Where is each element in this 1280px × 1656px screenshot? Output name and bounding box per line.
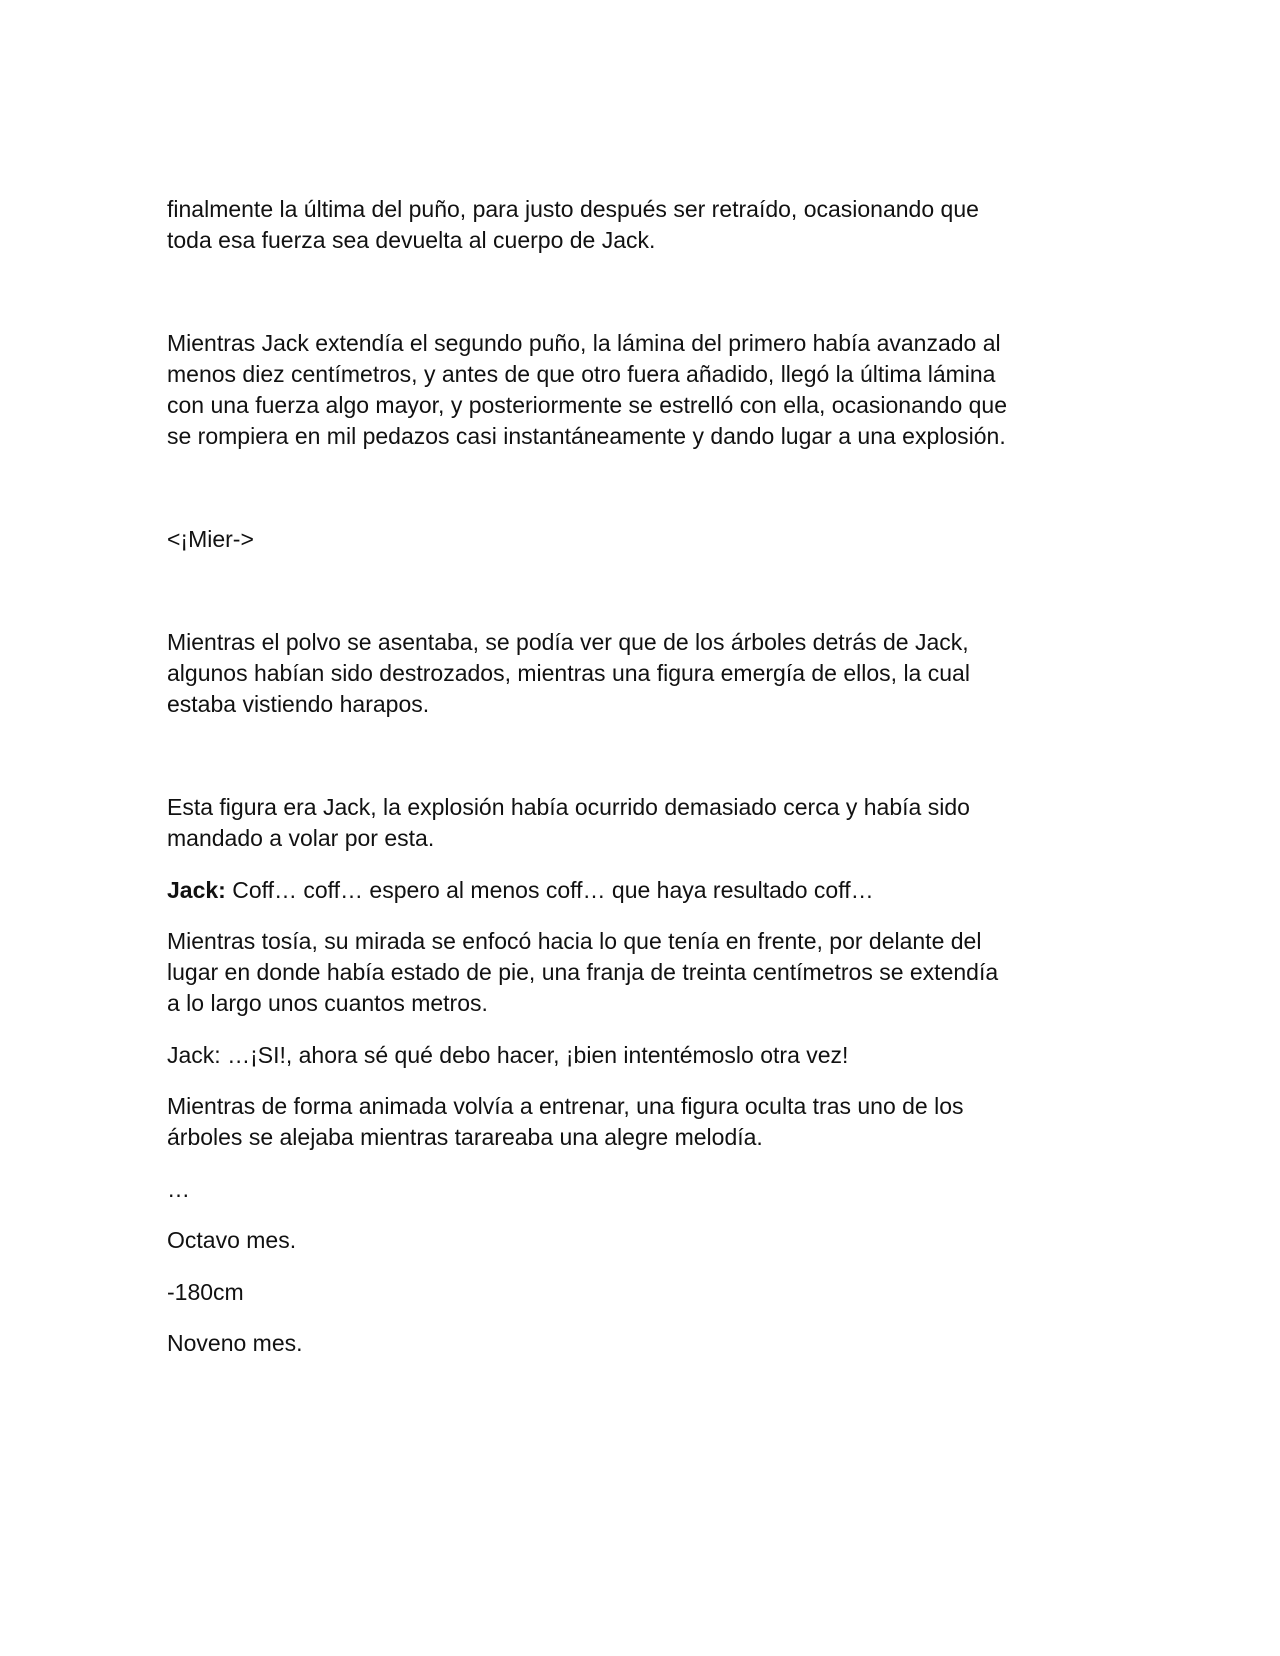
text-line: -180cm bbox=[167, 1278, 244, 1305]
text-line: lugar en donde había estado de pie, una franja de treinta centímetros se extendía bbox=[167, 959, 999, 985]
document-page bbox=[167, 194, 1167, 1380]
paragraph bbox=[167, 627, 1167, 720]
paragraph bbox=[167, 194, 1167, 256]
paragraph bbox=[167, 1328, 1167, 1359]
dialogue-paragraph bbox=[167, 1040, 1167, 1071]
text-line: Noveno mes. bbox=[167, 1330, 303, 1356]
paragraph bbox=[167, 524, 1167, 555]
dialogue-paragraph bbox=[167, 875, 1167, 906]
text-line: Esta figura era Jack, la explosión había ocurrido demasiado cerca y había sido bbox=[167, 794, 970, 820]
text-line: finalmente la última del puño, para justo después ser retraído, ocasionando que bbox=[167, 196, 979, 222]
paragraph bbox=[167, 792, 1167, 854]
text-line: se rompiera en mil pedazos casi instantáneamente y dando lugar a una explosión. bbox=[167, 423, 1006, 449]
empty-paragraph bbox=[167, 741, 1167, 772]
text-line: Mientras de forma animada volvía a entrenar, una figura oculta tras uno de los bbox=[167, 1093, 964, 1119]
paragraph bbox=[167, 1277, 1167, 1308]
text-line: Mientras tosía, su mirada se enfocó hacia lo que tenía en frente, por delante del bbox=[167, 928, 982, 954]
text-line: toda esa fuerza sea devuelta al cuerpo de Jack. bbox=[167, 227, 656, 253]
text-line: estaba vistiendo harapos. bbox=[167, 691, 430, 717]
ellipsis-paragraph bbox=[167, 1174, 1167, 1205]
paragraph bbox=[167, 1225, 1167, 1256]
text-line: Octavo mes. bbox=[167, 1227, 297, 1253]
text-line: <¡Mier-> bbox=[167, 526, 254, 552]
paragraph bbox=[167, 328, 1167, 452]
paragraph bbox=[167, 1091, 1167, 1153]
text-line: algunos habían sido destrozados, mientras una figura emergía de ellos, la cual bbox=[167, 660, 970, 686]
text-line: árboles se alejaba mientras tarareaba una alegre melodía. bbox=[167, 1124, 763, 1150]
empty-paragraph bbox=[167, 277, 1167, 308]
empty-paragraph bbox=[167, 473, 1167, 504]
text-line: mandado a volar por esta. bbox=[167, 825, 435, 851]
text-line: Jack: …¡SI!, ahora sé qué debo hacer, ¡bien intentémoslo otra vez! bbox=[167, 1041, 849, 1068]
text-line: a lo largo unos cuantos metros. bbox=[167, 990, 488, 1016]
text-line: Mientras el polvo se asentaba, se podía ver que de los árboles detrás de Jack, bbox=[167, 629, 969, 655]
text-line: con una fuerza algo mayor, y posteriormente se estrelló con ella, ocasionando que bbox=[167, 392, 1008, 418]
dialogue-line bbox=[167, 875, 1167, 906]
dialogue-text: Coff… coff… espero al menos coff… que haya resultado coff… bbox=[232, 876, 874, 903]
text-line: menos diez centímetros, y antes de que otro fuera añadido, llegó la última lámina bbox=[167, 361, 996, 387]
dialogue-speaker: Jack: bbox=[167, 876, 226, 903]
empty-paragraph bbox=[167, 576, 1167, 607]
text-line: Mientras Jack extendía el segundo puño, la lámina del primero había avanzado al bbox=[167, 330, 1001, 356]
text-line: … bbox=[167, 1175, 190, 1202]
paragraph bbox=[167, 926, 1167, 1019]
